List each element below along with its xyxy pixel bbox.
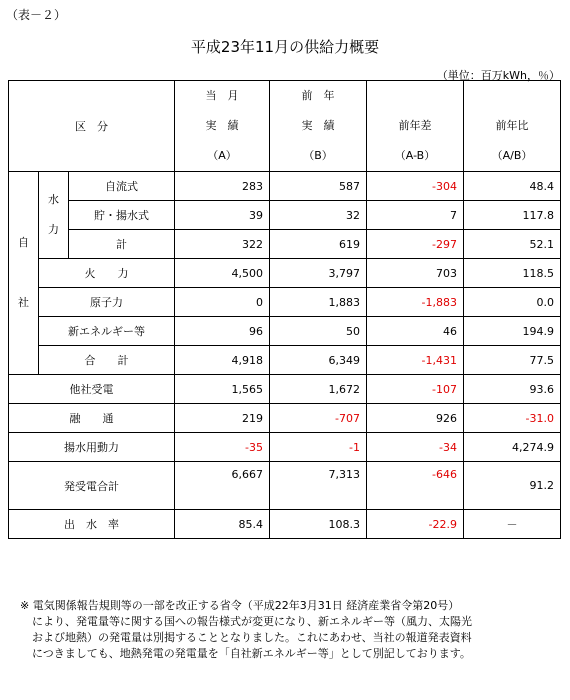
cell-diff: -34 [367, 433, 464, 462]
supply-table [8, 80, 561, 539]
cell-ratio: 118.5 [464, 259, 561, 288]
cell-previous: 6,349 [270, 346, 367, 375]
cell-ratio: 4,274.9 [464, 433, 561, 462]
cell-ratio: 48.4 [464, 172, 561, 201]
page-title: 平成23年11月の供給力概要 [190, 38, 380, 56]
cell-previous: 108.3 [270, 510, 367, 539]
row-label: 融 通 [9, 404, 175, 433]
row-label: 揚水用動力 [9, 433, 175, 462]
header-previous-year: 前 年 実 績 （B） [270, 81, 367, 172]
row-label: 他社受電 [9, 375, 175, 404]
footnote [20, 598, 560, 662]
header-row [9, 81, 561, 172]
cell-diff: 703 [367, 259, 464, 288]
cell-diff: -304 [367, 172, 464, 201]
cell-diff: 926 [367, 404, 464, 433]
row-label: 発受電合計 [9, 462, 175, 510]
cell-current: 39 [175, 201, 270, 230]
footnote-line: ※ 電気関係報告規則等の一部を改正する省令（平成22年3月31日 経済産業省令第20号） [20, 599, 460, 612]
cell-current: 219 [175, 404, 270, 433]
cell-previous: -1 [270, 433, 367, 462]
cell-previous: 587 [270, 172, 367, 201]
cell-ratio: 117.8 [464, 201, 561, 230]
cell-diff: -646 [367, 462, 464, 510]
cell-diff: -107 [367, 375, 464, 404]
table-row [9, 375, 561, 404]
table-row [9, 404, 561, 433]
header-category: 区 分 [9, 81, 175, 172]
footnote-line: および地熱）の発電量は別掲することとなりました。これにあわせ、当社の報道発表資料 [32, 631, 472, 644]
table-row [9, 462, 561, 510]
header-yoy-ratio: 前年比 （A/B） [464, 81, 561, 172]
cell-diff: -22.9 [367, 510, 464, 539]
cell-current: 4,918 [175, 346, 270, 375]
table-row [9, 317, 561, 346]
cell-ratio: 0.0 [464, 288, 561, 317]
header-yoy-diff: 前年差 （A-B） [367, 81, 464, 172]
cell-current: 283 [175, 172, 270, 201]
cell-previous: 3,797 [270, 259, 367, 288]
cell-diff: -1,431 [367, 346, 464, 375]
row-label: 新エネルギー等 [39, 317, 175, 346]
footnote-line: につきましても、地熱発電の発電量を「自社新エネルギー等」として別記しております。 [32, 647, 471, 660]
cell-previous: 50 [270, 317, 367, 346]
cell-previous: 32 [270, 201, 367, 230]
cell-diff: 7 [367, 201, 464, 230]
row-label: 自流式 [69, 172, 175, 201]
cell-previous: 1,883 [270, 288, 367, 317]
unit-label: （単位：百万kWh，％） [436, 69, 560, 82]
cell-ratio: － [464, 510, 561, 539]
row-label: 出 水 率 [9, 510, 175, 539]
footnote-line: により、発電量等に関する国への報告様式が変更になり、新エネルギー等（風力、太陽光 [32, 615, 472, 628]
cell-ratio: 77.5 [464, 346, 561, 375]
cell-current: 85.4 [175, 510, 270, 539]
cell-current: 0 [175, 288, 270, 317]
cell-current: 1,565 [175, 375, 270, 404]
cell-ratio: -31.0 [464, 404, 561, 433]
cell-previous: 619 [270, 230, 367, 259]
row-label: 計 [69, 230, 175, 259]
table-row [9, 172, 561, 201]
row-label: 貯・揚水式 [69, 201, 175, 230]
table-row [9, 230, 561, 259]
row-label: 火 力 [39, 259, 175, 288]
table-row [9, 510, 561, 539]
cell-diff: -297 [367, 230, 464, 259]
cell-current: 96 [175, 317, 270, 346]
table-row [9, 288, 561, 317]
row-label: 原子力 [39, 288, 175, 317]
cell-current: 6,667 [175, 462, 270, 510]
cell-ratio: 91.2 [464, 462, 561, 510]
cell-current: 4,500 [175, 259, 270, 288]
row-label: 合 計 [39, 346, 175, 375]
table-row [9, 259, 561, 288]
table-row [9, 346, 561, 375]
cell-diff: 46 [367, 317, 464, 346]
table-label: （表－２） [6, 8, 67, 22]
cell-previous: -707 [270, 404, 367, 433]
cell-ratio: 93.6 [464, 375, 561, 404]
cell-previous: 1,672 [270, 375, 367, 404]
table-row [9, 201, 561, 230]
cell-current: -35 [175, 433, 270, 462]
group-hydro: 水 力 [39, 172, 69, 259]
cell-previous: 7,313 [270, 462, 367, 510]
cell-current: 322 [175, 230, 270, 259]
header-current-month: 当 月 実 績 （A） [175, 81, 270, 172]
cell-ratio: 52.1 [464, 230, 561, 259]
cell-diff: -1,883 [367, 288, 464, 317]
cell-ratio: 194.9 [464, 317, 561, 346]
table-row [9, 433, 561, 462]
group-self: 自 社 [9, 172, 39, 375]
